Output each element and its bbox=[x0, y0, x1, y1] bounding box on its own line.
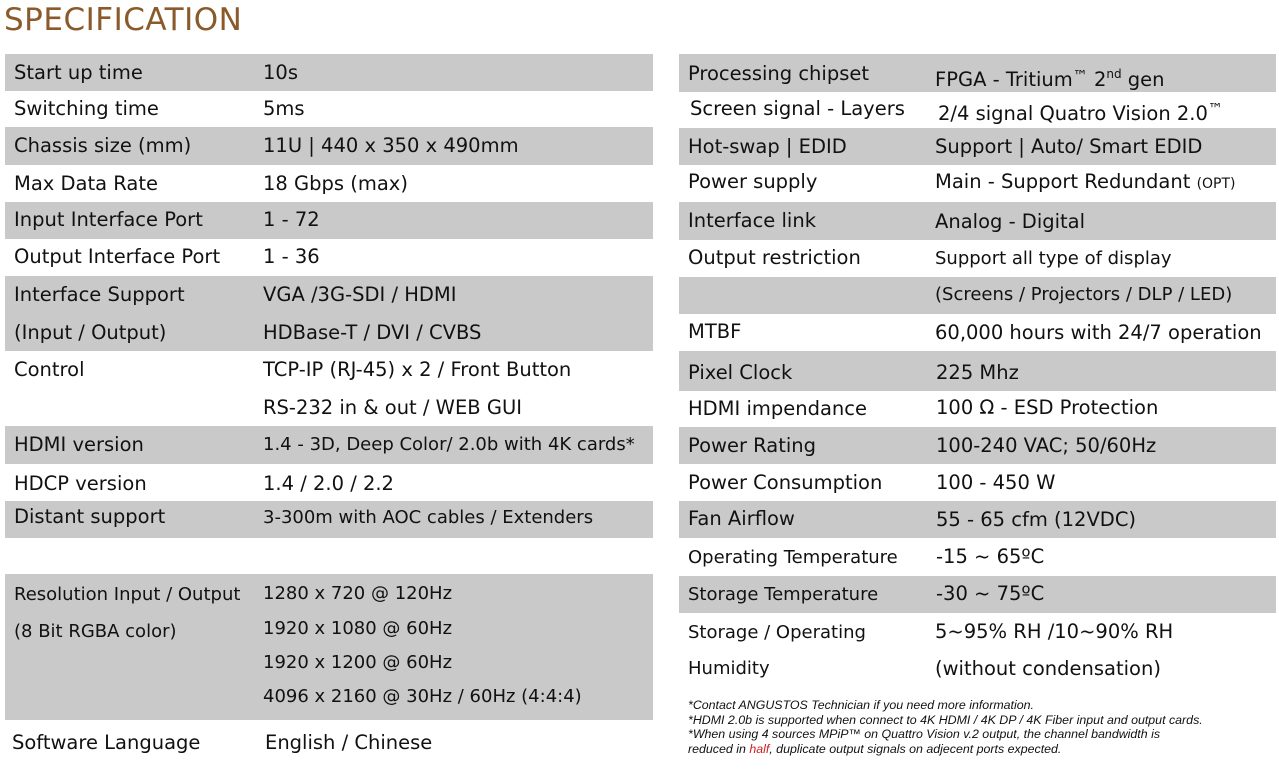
spec-value: 3-300m with AOC cables / Extenders bbox=[263, 507, 594, 528]
spec-label: Distant support bbox=[14, 505, 166, 528]
table-row bbox=[679, 128, 1276, 165]
spec-value: 1.4 / 2.0 / 2.2 bbox=[263, 472, 394, 495]
spec-label: Start up time bbox=[14, 61, 143, 84]
table-row bbox=[5, 501, 653, 538]
spec-value-line2: (Screens / Projectors / DLP / LED) bbox=[935, 284, 1233, 305]
spec-value: Main - Support Redundant (OPT) bbox=[935, 170, 1236, 193]
spec-label: HDMI version bbox=[14, 433, 144, 456]
spec-label: Storage / Operating bbox=[688, 622, 866, 643]
spec-label: Interface link bbox=[688, 209, 816, 232]
spec-label: Processing chipset bbox=[688, 62, 870, 85]
page-title: SPECIFICATION bbox=[4, 2, 243, 38]
footnote: *HDMI 2.0b is supported when connect to 4K HDMI / 4K DP / 4K Fiber input and output cards. bbox=[688, 712, 1203, 727]
spec-label: HDMI impendance bbox=[688, 397, 868, 420]
spec-label-line2: (Input / Output) bbox=[14, 321, 167, 344]
spec-label: Power Rating bbox=[688, 434, 817, 457]
table-row bbox=[679, 613, 1276, 688]
spec-value: 1.4 - 3D, Deep Color/ 2.0b with 4K cards* bbox=[263, 434, 635, 455]
table-row bbox=[5, 127, 653, 165]
spec-label: Storage Temperature bbox=[688, 584, 879, 605]
spec-value: 55 - 65 cfm (12VDC) bbox=[936, 508, 1137, 531]
table-row bbox=[5, 426, 653, 464]
spec-label: Max Data Rate bbox=[14, 172, 158, 195]
spec-value-line2: (without condensation) bbox=[935, 657, 1161, 680]
table-row bbox=[679, 391, 1276, 427]
spec-label: HDCP version bbox=[14, 472, 147, 495]
spec-label: Chassis size (mm) bbox=[14, 134, 192, 157]
spec-label: Switching time bbox=[14, 97, 159, 120]
table-row bbox=[5, 202, 653, 239]
spec-value: 4096 x 2160 @ 30Hz / 60Hz (4:4:4) bbox=[263, 686, 582, 707]
spec-label: Fan Airflow bbox=[688, 507, 795, 530]
table-row bbox=[679, 427, 1276, 464]
table-row bbox=[5, 574, 653, 720]
spec-label: Input Interface Port bbox=[14, 208, 203, 231]
table-row bbox=[5, 464, 653, 501]
table-row bbox=[679, 54, 1276, 92]
spec-value: 1920 x 1200 @ 60Hz bbox=[263, 652, 453, 673]
table-row bbox=[679, 202, 1276, 240]
table-row bbox=[679, 314, 1276, 351]
spec-value: 11U | 440 x 350 x 490mm bbox=[263, 134, 519, 157]
spec-value: Support | Auto/ Smart EDID bbox=[935, 135, 1203, 158]
spec-value: 100 - 450 W bbox=[936, 471, 1056, 494]
spec-label: Pixel Clock bbox=[688, 361, 793, 384]
spec-value: 100 Ω - ESD Protection bbox=[936, 396, 1159, 419]
spec-label: Output Interface Port bbox=[14, 245, 221, 268]
spec-value: Analog - Digital bbox=[935, 210, 1086, 233]
spec-label: Power supply bbox=[688, 170, 818, 193]
spec-value: 5~95% RH /10~90% RH bbox=[935, 620, 1174, 643]
spec-label: Output restriction bbox=[688, 246, 861, 269]
table-row bbox=[679, 464, 1276, 501]
table-row bbox=[5, 91, 653, 127]
spec-value: 10s bbox=[263, 61, 298, 84]
spec-value: 100-240 VAC; 50/60Hz bbox=[936, 434, 1157, 457]
spec-value: 1920 x 1080 @ 60Hz bbox=[263, 618, 453, 639]
table-row bbox=[679, 277, 1276, 314]
spec-value: 18 Gbps (max) bbox=[263, 172, 408, 195]
spec-value: TCP-IP (RJ-45) x 2 / Front Button bbox=[263, 358, 572, 381]
spec-value: 60,000 hours with 24/7 operation bbox=[935, 321, 1262, 344]
table-row bbox=[679, 351, 1276, 391]
spec-label: Software Language bbox=[12, 731, 201, 754]
footnotes bbox=[688, 698, 1276, 756]
table-row bbox=[679, 165, 1276, 202]
spec-label-line2: Humidity bbox=[688, 658, 770, 679]
spec-value: VGA /3G-SDI / HDMI bbox=[263, 283, 457, 306]
table-row bbox=[5, 239, 653, 276]
spec-value: 1280 x 720 @ 120Hz bbox=[263, 583, 453, 604]
spec-label: Control bbox=[14, 358, 85, 381]
spec-label: Operating Temperature bbox=[688, 547, 898, 568]
spec-label-line2: (8 Bit RGBA color) bbox=[14, 621, 177, 642]
spec-label: Resolution Input / Output bbox=[14, 584, 241, 605]
table-row bbox=[679, 92, 1276, 128]
table-row bbox=[5, 165, 653, 202]
spec-value: 225 Mhz bbox=[936, 361, 1019, 384]
spec-value: FPGA - Tritium™ 2nd gen bbox=[935, 67, 1165, 91]
table-row bbox=[679, 538, 1276, 576]
table-row bbox=[679, 240, 1276, 277]
spec-label: MTBF bbox=[688, 320, 742, 343]
spec-value: 2/4 signal Quatro Vision 2.0™ bbox=[938, 100, 1223, 125]
spec-label: Interface Support bbox=[14, 283, 185, 306]
spec-label: Hot-swap | EDID bbox=[688, 135, 847, 158]
spec-value: -15 ~ 65ºC bbox=[936, 545, 1045, 568]
table-row bbox=[679, 501, 1276, 538]
spec-value: -30 ~ 75ºC bbox=[936, 582, 1045, 605]
table-row bbox=[5, 54, 653, 91]
table-row bbox=[5, 351, 653, 426]
footnote-highlight: half bbox=[749, 741, 770, 756]
spec-value: 5ms bbox=[263, 97, 305, 120]
footnote: *When using 4 sources MPiP™ on Quattro Vision v.2 output, the channel bandwidth is bbox=[688, 727, 1161, 741]
footnote: reduced in half, duplicate output signals on adjecent ports expected. bbox=[688, 741, 1062, 756]
spec-value: 1 - 36 bbox=[263, 245, 320, 268]
spec-value: Support all type of display bbox=[935, 248, 1172, 269]
table-row bbox=[5, 728, 653, 764]
spec-value-line2: HDBase-T / DVI / CVBS bbox=[263, 321, 482, 344]
spec-label: Screen signal - Layers bbox=[690, 97, 905, 120]
table-row bbox=[679, 576, 1276, 613]
spec-value-line2: RS-232 in & out / WEB GUI bbox=[263, 396, 522, 419]
spec-value: 1 - 72 bbox=[263, 208, 320, 231]
table-row bbox=[5, 276, 653, 351]
spec-value: English / Chinese bbox=[265, 731, 433, 754]
footnote: *Contact ANGUSTOS Technician if you need more information. bbox=[688, 698, 1034, 712]
spec-label: Power Consumption bbox=[688, 471, 883, 494]
